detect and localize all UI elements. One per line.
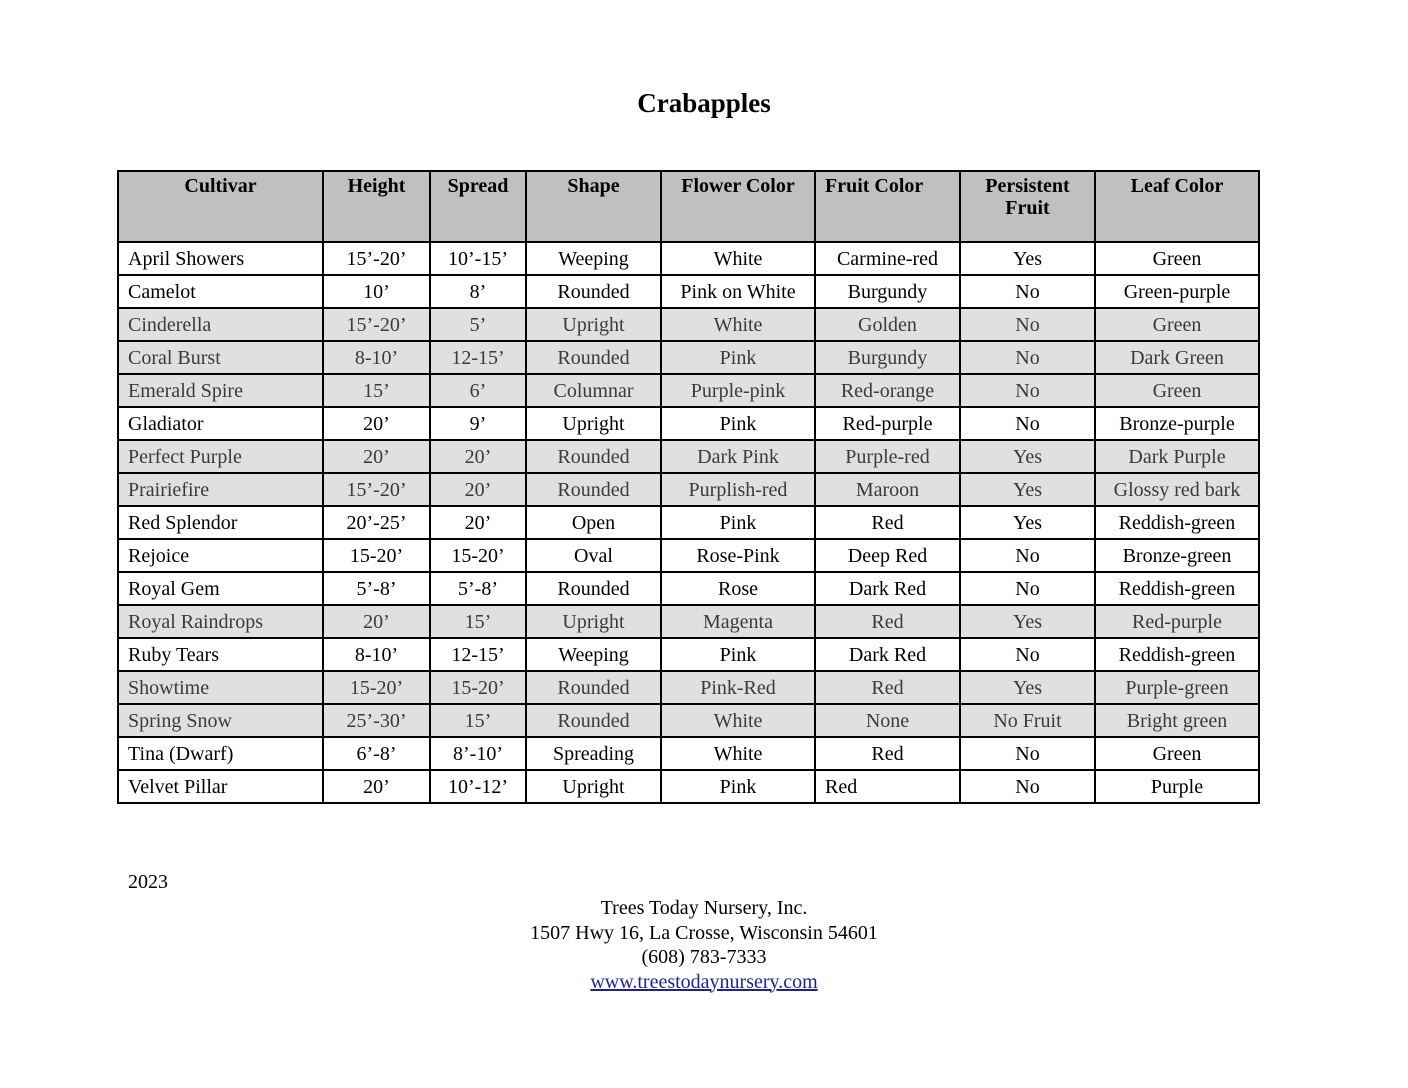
company-phone: (608) 783-7333 [641,946,767,968]
header-spread: Spread [430,171,526,242]
cell-flower-color: Pink [661,770,815,803]
cell-leaf-color: Purple [1095,770,1259,803]
cell-height: 5’-8’ [323,572,430,605]
cell-shape: Rounded [526,572,661,605]
cell-cultivar: Rejoice [118,539,323,572]
cell-leaf-color: Reddish-green [1095,572,1259,605]
cell-height: 15’-20’ [323,242,430,275]
document-year: 2023 [128,871,168,893]
cell-cultivar: Spring Snow [118,704,323,737]
company-address: 1507 Hwy 16, La Crosse, Wisconsin 54601 [530,921,878,944]
cell-persistent-fruit: No [960,737,1095,770]
page-title: Crabapples [637,88,771,118]
cell-fruit-color: Deep Red [815,539,960,572]
cell-flower-color: White [661,242,815,275]
cell-height: 15’-20’ [323,473,430,506]
cell-leaf-color: Bright green [1095,704,1259,737]
cell-shape: Rounded [526,671,661,704]
table-row [118,440,1259,473]
cell-flower-color: Rose-Pink [661,539,815,572]
cell-cultivar: Red Splendor [118,506,323,539]
cell-shape: Upright [526,605,661,638]
cell-persistent-fruit: No Fruit [960,704,1095,737]
cell-shape: Weeping [526,638,661,671]
cell-cultivar: Camelot [118,275,323,308]
table-row [118,341,1259,374]
cell-shape: Rounded [526,440,661,473]
cell-height: 20’ [323,407,430,440]
footer [0,896,1408,994]
cell-leaf-color: Green-purple [1095,275,1259,308]
cell-persistent-fruit: No [960,572,1095,605]
table-row [118,704,1259,737]
cell-spread: 5’ [430,308,526,341]
cell-height: 20’-25’ [323,506,430,539]
cell-shape: Rounded [526,275,661,308]
cell-fruit-color: Red [815,605,960,638]
cell-fruit-color: Red [815,770,960,803]
cell-height: 15-20’ [323,671,430,704]
cell-shape: Weeping [526,242,661,275]
cell-fruit-color: Dark Red [815,572,960,605]
cell-cultivar: Gladiator [118,407,323,440]
header-shape: Shape [526,171,661,242]
cell-fruit-color: Red [815,737,960,770]
cell-cultivar: Tina (Dwarf) [118,737,323,770]
cell-spread: 8’-10’ [430,737,526,770]
cell-persistent-fruit: Yes [960,506,1095,539]
cell-persistent-fruit: Yes [960,671,1095,704]
cell-persistent-fruit: No [960,770,1095,803]
cell-flower-color: Pink [661,407,815,440]
cell-fruit-color: Carmine-red [815,242,960,275]
cell-cultivar: Velvet Pillar [118,770,323,803]
cell-cultivar: Ruby Tears [118,638,323,671]
cell-cultivar: Royal Gem [118,572,323,605]
cell-fruit-color: Maroon [815,473,960,506]
cell-fruit-color: Red-orange [815,374,960,407]
cell-leaf-color: Green [1095,242,1259,275]
cell-spread: 9’ [430,407,526,440]
table-row [118,242,1259,275]
cell-leaf-color: Green [1095,737,1259,770]
table-row [118,671,1259,704]
cell-leaf-color: Dark Green [1095,341,1259,374]
cell-height: 25’-30’ [323,704,430,737]
crabapples-table [117,170,1260,804]
cell-leaf-color: Reddish-green [1095,638,1259,671]
cell-persistent-fruit: Yes [960,242,1095,275]
cell-height: 15-20’ [323,539,430,572]
header-flower-color: Flower Color [661,171,815,242]
cell-leaf-color: Reddish-green [1095,506,1259,539]
header-cultivar: Cultivar [118,171,323,242]
cell-fruit-color: Golden [815,308,960,341]
cell-fruit-color: None [815,704,960,737]
cell-leaf-color: Green [1095,374,1259,407]
cell-persistent-fruit: No [960,407,1095,440]
cell-persistent-fruit: No [960,308,1095,341]
cell-shape: Upright [526,407,661,440]
cell-shape: Rounded [526,704,661,737]
table-header-row [118,171,1259,242]
table-row [118,473,1259,506]
cell-shape: Columnar [526,374,661,407]
cell-persistent-fruit: No [960,275,1095,308]
cell-fruit-color: Red-purple [815,407,960,440]
header-persistent-fruit: Persistent Fruit [960,171,1095,242]
website-link[interactable]: www.treestodaynursery.com [590,970,818,993]
cell-cultivar: Cinderella [118,308,323,341]
table-row [118,506,1259,539]
cell-flower-color: White [661,737,815,770]
header-height: Height [323,171,430,242]
cell-flower-color: White [661,308,815,341]
cell-flower-color: Pink [661,506,815,539]
cell-leaf-color: Green [1095,308,1259,341]
cell-fruit-color: Burgundy [815,275,960,308]
cell-fruit-color: Burgundy [815,341,960,374]
cell-cultivar: Prairiefire [118,473,323,506]
cell-spread: 12-15’ [430,341,526,374]
cell-height: 8-10’ [323,638,430,671]
cell-cultivar: Perfect Purple [118,440,323,473]
cell-leaf-color: Purple-green [1095,671,1259,704]
cell-spread: 15-20’ [430,539,526,572]
table-row [118,539,1259,572]
cell-shape: Spreading [526,737,661,770]
cell-shape: Open [526,506,661,539]
cell-flower-color: Purplish-red [661,473,815,506]
table-row [118,770,1259,803]
cell-cultivar: Royal Raindrops [118,605,323,638]
cell-flower-color: Purple-pink [661,374,815,407]
cell-persistent-fruit: No [960,638,1095,671]
cell-cultivar: Coral Burst [118,341,323,374]
cell-spread: 15-20’ [430,671,526,704]
cell-leaf-color: Bronze-purple [1095,407,1259,440]
cell-persistent-fruit: No [960,341,1095,374]
cell-spread: 20’ [430,506,526,539]
table-row [118,605,1259,638]
cell-height: 15’ [323,374,430,407]
header-leaf-color: Leaf Color [1095,171,1259,242]
cell-persistent-fruit: Yes [960,605,1095,638]
cell-shape: Upright [526,770,661,803]
cell-spread: 10’-12’ [430,770,526,803]
cell-flower-color: Pink [661,341,815,374]
cell-height: 20’ [323,770,430,803]
cell-spread: 6’ [430,374,526,407]
cell-spread: 10’-15’ [430,242,526,275]
cell-fruit-color: Red [815,671,960,704]
table-row [118,374,1259,407]
cell-flower-color: Pink on White [661,275,815,308]
cell-cultivar: Showtime [118,671,323,704]
cell-shape: Rounded [526,341,661,374]
table-row [118,737,1259,770]
cell-spread: 15’ [430,605,526,638]
cell-shape: Upright [526,308,661,341]
table-row [118,275,1259,308]
cell-height: 8-10’ [323,341,430,374]
cell-leaf-color: Bronze-green [1095,539,1259,572]
table-row [118,308,1259,341]
cell-persistent-fruit: No [960,374,1095,407]
cell-spread: 12-15’ [430,638,526,671]
cell-flower-color: Rose [661,572,815,605]
cell-flower-color: Pink [661,638,815,671]
cell-leaf-color: Dark Purple [1095,440,1259,473]
cell-height: 20’ [323,440,430,473]
cell-persistent-fruit: Yes [960,440,1095,473]
cell-cultivar: Emerald Spire [118,374,323,407]
cell-spread: 15’ [430,704,526,737]
cell-height: 15’-20’ [323,308,430,341]
table-row [118,638,1259,671]
cell-height: 10’ [323,275,430,308]
cell-shape: Rounded [526,473,661,506]
cell-persistent-fruit: Yes [960,473,1095,506]
table-row [118,407,1259,440]
cell-leaf-color: Glossy red bark [1095,473,1259,506]
cell-height: 20’ [323,605,430,638]
cell-flower-color: White [661,704,815,737]
cell-spread: 20’ [430,440,526,473]
cell-spread: 8’ [430,275,526,308]
cell-cultivar: April Showers [118,242,323,275]
table-row [118,572,1259,605]
cell-spread: 5’-8’ [430,572,526,605]
cell-flower-color: Pink-Red [661,671,815,704]
cell-spread: 20’ [430,473,526,506]
cell-shape: Oval [526,539,661,572]
cell-flower-color: Magenta [661,605,815,638]
cell-persistent-fruit: No [960,539,1095,572]
cell-fruit-color: Dark Red [815,638,960,671]
cell-flower-color: Dark Pink [661,440,815,473]
cell-height: 6’-8’ [323,737,430,770]
company-name: Trees Today Nursery, Inc. [600,897,808,919]
cell-fruit-color: Purple-red [815,440,960,473]
table-body [118,242,1259,803]
cell-fruit-color: Red [815,506,960,539]
cell-leaf-color: Red-purple [1095,605,1259,638]
header-fruit-color: Fruit Color [815,171,960,242]
